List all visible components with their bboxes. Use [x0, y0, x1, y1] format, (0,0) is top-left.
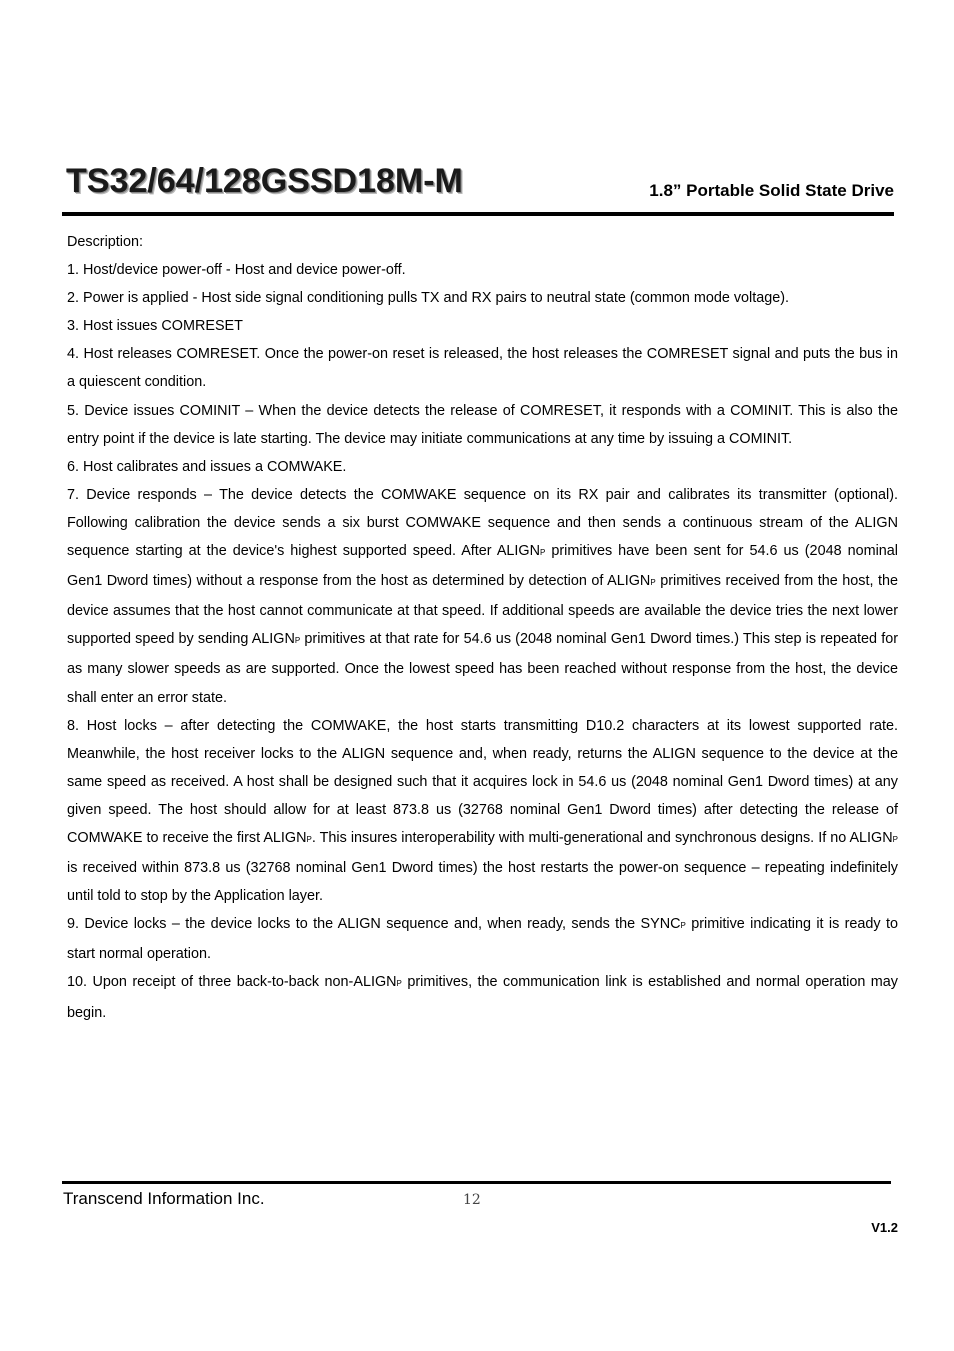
step-9-text-2: primitive indicating it is ready to start normal operation. [67, 916, 898, 963]
step-2: 2. Power is applied - Host side signal conditioning pulls TX and RX pairs to neutral state (common mode voltage). [67, 290, 790, 307]
step-4: 4. Host releases COMRESET. Once the power-on reset is released, the host releases the COMRESET signal and puts the bus in a quiescent condition. [67, 346, 898, 391]
step-1: 1. Host/device power-off - Host and device power-off. [67, 262, 406, 279]
description-body [67, 228, 898, 1027]
step-7 [67, 481, 898, 712]
subscript-p: P [396, 979, 402, 989]
step-10-text-1: 10. Upon receipt of three back-to-back non-ALIGN [67, 974, 397, 991]
step-10 [67, 968, 898, 1026]
step-8 [67, 712, 898, 911]
header-divider [62, 212, 894, 216]
page-header [62, 160, 894, 218]
step-7-text-1: 7. Device responds – The device detects the COMWAKE sequence on its RX pair and calibrates its transmitter (optional). Following calibration the device sends a six burst COMWAKE sequence and then sends a continuous stream of the ALIGN sequence starting at the device's highest supported speed. After ALIGN [67, 486, 898, 560]
step-8-text-2: . This insures interoperability with multi-generational and synchronous designs. If no ALIGN [311, 829, 893, 846]
step-10-text-2: primitives, the communication link is established and normal operation may begin. [67, 974, 898, 1021]
subscript-p: P [680, 921, 686, 931]
subscript-p: P [892, 834, 898, 844]
step-9-text-1: 9. Device locks – the device locks to the ALIGN sequence and, when ready, sends the SYNC [67, 916, 681, 933]
subscript-p: P [650, 578, 656, 588]
step-7-text-4: primitives at that rate for 54.6 us (2048 nominal Gen1 Dword times.) This step is repeated for as many slower speeds as are supported. Once the lowest speed has been reached without response from the host, the device shall enter an error state. [67, 631, 898, 706]
step-7-text-2: primitives have been sent for 54.6 us (2048 nominal Gen1 Dword times) without a response from the host as determined by detection of ALIGN [67, 543, 898, 590]
step-7-text-3: primitives received from the host, the device assumes that the host cannot communicate at that speed. If additional speeds are available the device tries the next lower supported speed by sending ALIGN [67, 573, 899, 648]
step-9 [67, 910, 898, 968]
description-label: Description: [67, 234, 143, 250]
step-5: 5. Device issues COMINIT – When the device detects the release of COMRESET, it responds with a COMINIT. This is also the entry point if the device is late starting. The device may initiate communications at any time by issuing a COMINIT. [67, 402, 898, 447]
subscript-p: P [294, 636, 301, 646]
version-label: V1.2 [871, 1220, 898, 1235]
subscript-p: P [540, 548, 546, 558]
step-8-text-1: 8. Host locks – after detecting the COMWAKE, the host starts transmitting D10.2 characters at its lowest supported rate. Meanwhile, the host receiver locks to the ALIGN sequence and, when ready, returns the ALIGN sequence to the device at the same speed as received. A host shall be designed such that it acquires lock in 54.6 us (2048 nominal Gen1 Dword times) at any given speed. The host should allow for at least 873.8 us (32768 nominal Gen1 Dword times) after detecting the release of COMWAKE to receive the first ALIGN [67, 717, 898, 846]
subscript-p: P [306, 834, 312, 844]
page-number: 12 [463, 1192, 481, 1208]
company-name: Transcend Information Inc. [63, 1189, 265, 1208]
footer-divider [62, 1181, 891, 1184]
step-3: 3. Host issues COMRESET [67, 318, 243, 335]
product-subtitle: 1.8” Portable Solid State Drive [649, 181, 894, 200]
step-8-text-3: is received within 873.8 us (32768 nominal Gen1 Dword times) the host restarts the power-on sequence – repeating indefinitely until told to stop by the Application layer. [67, 860, 898, 905]
step-6: 6. Host calibrates and issues a COMWAKE. [67, 458, 347, 475]
model-title: TS32/64/128GSSD18M-M [66, 162, 463, 200]
